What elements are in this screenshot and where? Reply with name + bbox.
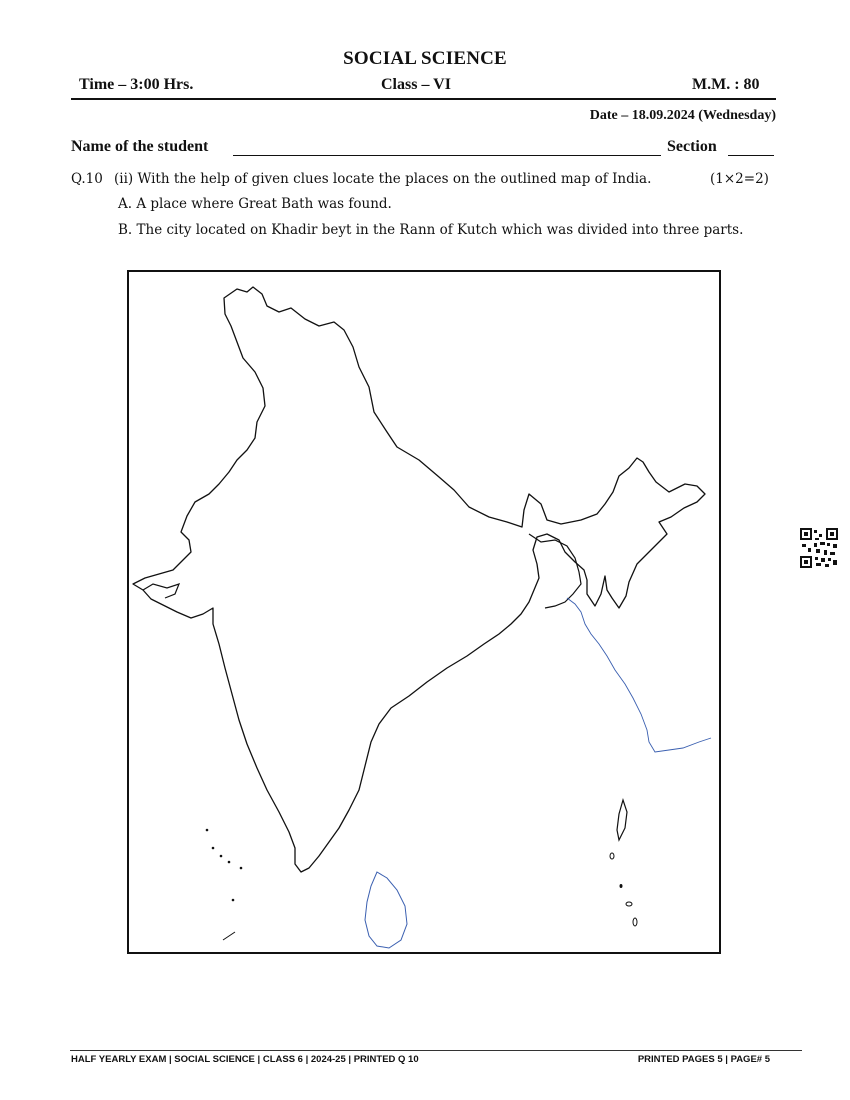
question-marks: (1×2=2) (710, 171, 769, 187)
lakshadweep-island (240, 867, 243, 870)
exam-date: Date – 18.09.2024 (Wednesday) (589, 108, 776, 123)
lakshadweep-island (228, 861, 231, 864)
island-mark (610, 853, 614, 859)
question-number: Q.10 (71, 171, 103, 187)
option-a: A. A place where Great Bath was found. (118, 196, 392, 212)
qr-code (800, 528, 838, 568)
footer-page-info: PRINTED PAGES 5 | PAGE# 5 (637, 1054, 770, 1065)
lakshadweep-island (212, 847, 215, 850)
class-label: Class – VI (381, 76, 451, 93)
sri-lanka-outline (365, 872, 407, 948)
india-mainland-outline (133, 287, 705, 872)
student-name-field[interactable] (233, 155, 661, 156)
footer-divider (70, 1050, 802, 1051)
lakshadweep-island (220, 855, 223, 858)
island-mark (620, 884, 623, 888)
india-outline-map (127, 270, 721, 954)
qr-code-icon (800, 528, 838, 568)
subject-title: SOCIAL SCIENCE (343, 48, 507, 69)
max-marks: M.M. : 80 (692, 76, 760, 93)
exam-time: Time – 3:00 Hrs. (79, 76, 194, 93)
student-name-label: Name of the student (71, 138, 209, 155)
island-mark (626, 902, 632, 906)
india-map-svg (129, 272, 719, 952)
footer-exam-info: HALF YEARLY EXAM | SOCIAL SCIENCE | CLASS 6 | 2024-25 | PRINTED Q 10 (71, 1054, 419, 1065)
section-label: Section (667, 138, 717, 155)
bangladesh-border (529, 534, 581, 608)
question-text: (ii) With the help of given clues locate the places on the outlined map of India. (114, 171, 652, 187)
minicoy-island (223, 932, 235, 940)
andaman-islands (617, 800, 627, 840)
island-mark (633, 918, 637, 926)
lakshadweep-island (206, 829, 209, 832)
header-divider (71, 98, 776, 100)
option-b: B. The city located on Khadir beyt in the Rann of Kutch which was divided into three parts. (118, 222, 744, 238)
east-coast-detail (567, 598, 711, 752)
lakshadweep-island (232, 899, 235, 902)
section-field[interactable] (728, 155, 774, 156)
